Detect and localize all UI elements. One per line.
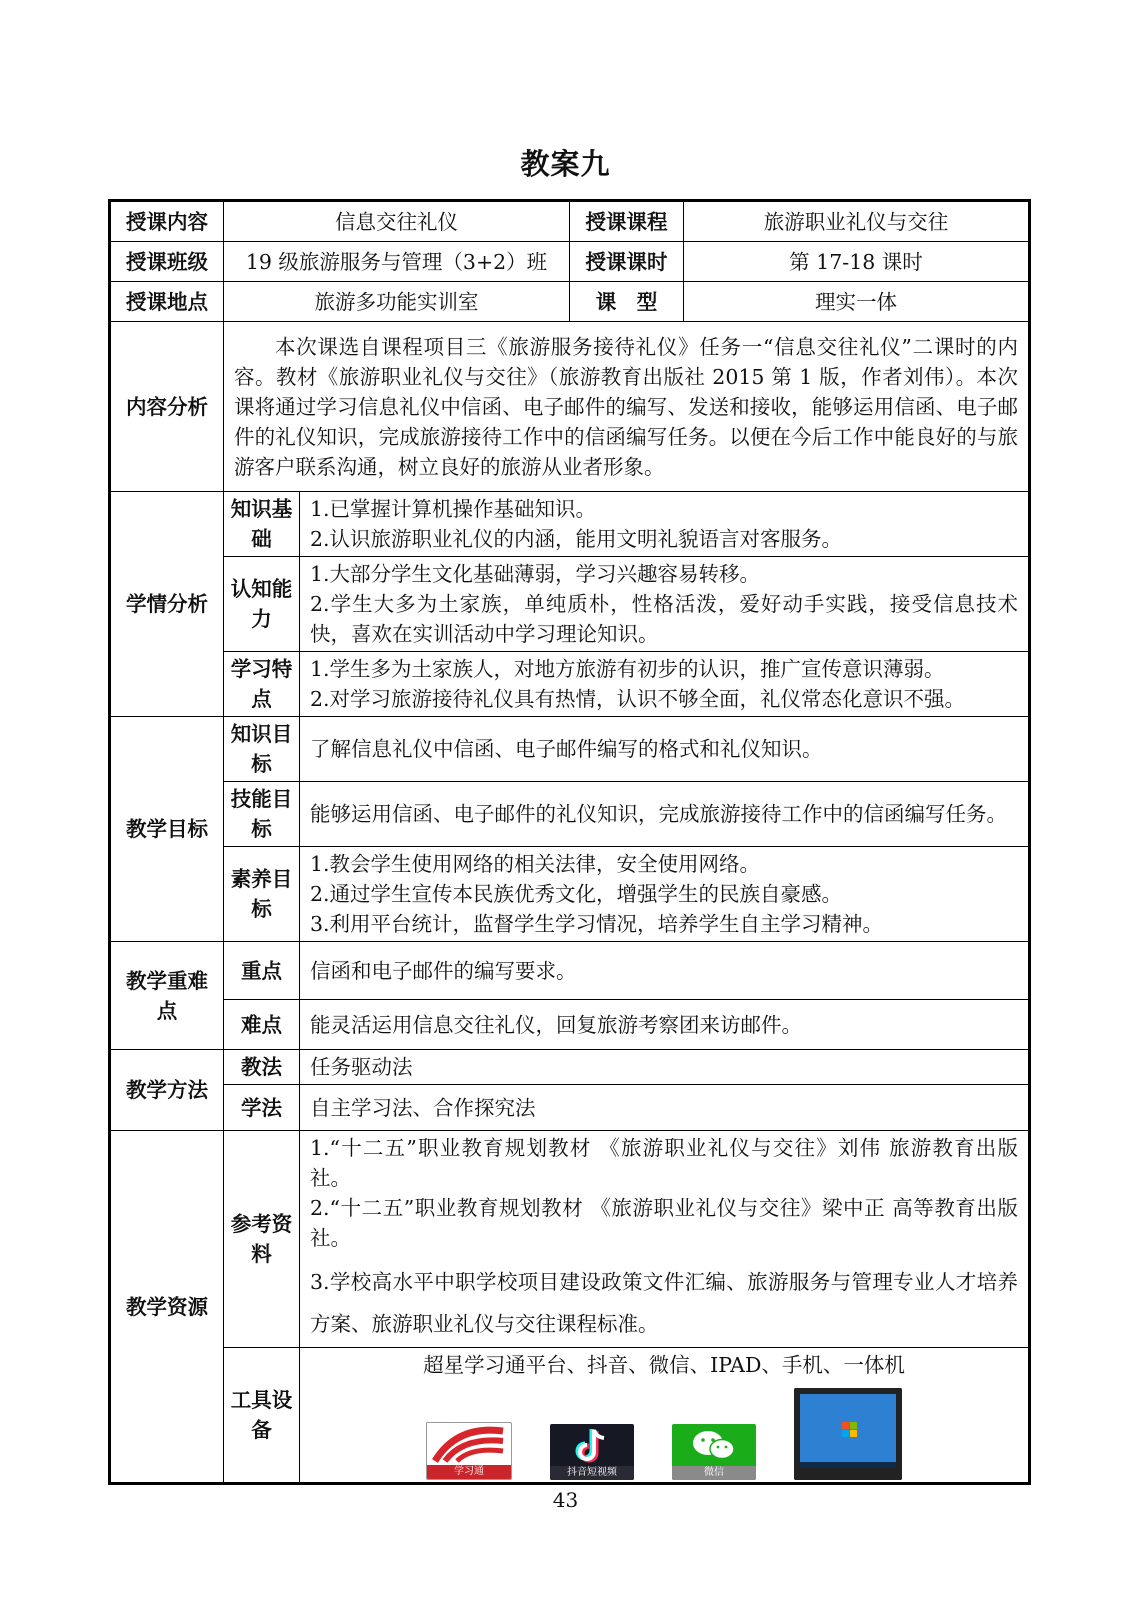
traits-line: 1.学生多为土家族人，对地方旅游有初步的认识，推广宣传意识薄弱。 — [310, 657, 945, 681]
label-cognitive-ability: 认知能力 — [224, 557, 300, 652]
label-class: 授课班级 — [110, 242, 224, 282]
label-content-analysis: 内容分析 — [110, 322, 224, 492]
label-learning-traits: 学习特点 — [224, 652, 300, 717]
wechat-icon — [672, 1424, 756, 1480]
teach-method-text: 任务驱动法 — [300, 1050, 1030, 1085]
table-row — [110, 1348, 1030, 1484]
label-skill-goal: 技能目标 — [224, 782, 300, 847]
table-row — [110, 717, 1030, 782]
cognitive-line: 2.学生大多为土家族，单纯质朴，性格活泼，爱好动手实践，接受信息技术快，喜欢在实训活动中学习理论知识。 — [310, 592, 1018, 646]
page-title: 教案九 — [520, 147, 611, 181]
knowledge-base-text — [300, 492, 1030, 557]
label-quality-goal: 素养目标 — [224, 847, 300, 942]
label-teach-method: 教法 — [224, 1050, 300, 1085]
table-row — [110, 847, 1030, 942]
table-row — [110, 652, 1030, 717]
cognitive-ability-text — [300, 557, 1030, 652]
douyin-icon — [550, 1424, 634, 1480]
table-row — [110, 1085, 1030, 1131]
label-teaching-resources: 教学资源 — [110, 1131, 224, 1484]
content-analysis-text: 本次课选自课程项目三《旅游服务接待礼仪》任务一“信息交往礼仪”二课时的内容。教材《旅游职业礼仪与交往》（旅游教育出版社 2015 第 1 版，作者刘伟）。本次课将通过学习信息礼仪中信函、电子邮件的编写、发送和接收，能够运用信函、电子邮件的礼仪知识，完成旅游接待工作中的信函编写任务。以便在今后工作中能良好的与旅游客户联系沟通，树立良好的旅游从业者形象。 — [224, 322, 1030, 492]
difficult-point-text: 能灵活运用信息交往礼仪，回复旅游考察团来访邮件。 — [300, 1000, 1030, 1050]
label-course-content: 授课内容 — [110, 201, 224, 242]
label-hours: 授课课时 — [570, 242, 684, 282]
label-difficult-point: 难点 — [224, 1000, 300, 1050]
table-row — [110, 322, 1030, 492]
course-content-value: 信息交往礼仪 — [224, 201, 570, 242]
table-row — [110, 201, 1030, 242]
quality-goal-text — [300, 847, 1030, 942]
label-lesson-type: 课 型 — [570, 282, 684, 322]
label-teaching-goals: 教学目标 — [110, 717, 224, 942]
label-tools: 工具设备 — [224, 1348, 300, 1484]
table-row — [110, 942, 1030, 1000]
lesson-type-value: 理实一体 — [684, 282, 1030, 322]
cognitive-line: 1.大部分学生文化基础薄弱，学习兴趣容易转移。 — [310, 562, 761, 586]
class-value: 19 级旅游服务与管理（3+2）班 — [224, 242, 570, 282]
quality-line: 2.通过学生宣传本民族优秀文化，增强学生的民族自豪感。 — [310, 882, 843, 906]
label-learner-analysis: 学情分析 — [110, 492, 224, 717]
reference-line: 2.“十二五”职业教育规划教材 《旅游职业礼仪与交往》梁中正 高等教育出版社。 — [310, 1196, 1018, 1250]
xuexitong-icon — [426, 1422, 512, 1480]
label-learn-method: 学法 — [224, 1085, 300, 1131]
references-text — [300, 1131, 1030, 1348]
key-point-text: 信函和电子邮件的编写要求。 — [300, 942, 1030, 1000]
table-row — [110, 782, 1030, 847]
table-row — [110, 1131, 1030, 1348]
hours-value: 第 17-18 课时 — [684, 242, 1030, 282]
skill-goal-text: 能够运用信函、电子邮件的礼仪知识，完成旅游接待工作中的信函编写任务。 — [300, 782, 1030, 847]
label-course-name: 授课课程 — [570, 201, 684, 242]
label-knowledge-goal: 知识目标 — [224, 717, 300, 782]
xuexitong-caption: 学习通 — [427, 1465, 511, 1479]
label-knowledge-base: 知识基础 — [224, 492, 300, 557]
tools-cell — [300, 1348, 1030, 1484]
lesson-plan-table — [108, 199, 1031, 1485]
knowledge-base-line: 1.已掌握计算机操作基础知识。 — [310, 497, 597, 521]
page-number: 43 — [552, 1488, 579, 1512]
tool-icons — [310, 1388, 1018, 1480]
quality-line: 1.教会学生使用网络的相关法律，安全使用网络。 — [310, 852, 761, 876]
knowledge-goal-text: 了解信息礼仪中信函、电子邮件编写的格式和礼仪知识。 — [300, 717, 1030, 782]
label-location: 授课地点 — [110, 282, 224, 322]
monitor-icon — [794, 1388, 902, 1480]
quality-line: 3.利用平台统计，监督学生学习情况，培养学生自主学习精神。 — [310, 912, 884, 936]
label-key-point: 重点 — [224, 942, 300, 1000]
table-row — [110, 282, 1030, 322]
table-row — [110, 1050, 1030, 1085]
knowledge-base-line: 2.认识旅游职业礼仪的内涵，能用文明礼貌语言对客服务。 — [310, 527, 843, 551]
table-row — [110, 557, 1030, 652]
douyin-caption: 抖音短视频 — [550, 1466, 634, 1480]
label-references: 参考资料 — [224, 1131, 300, 1348]
table-row — [110, 242, 1030, 282]
label-key-difficult: 教学重难点 — [110, 942, 224, 1050]
learn-method-text: 自主学习法、合作探究法 — [300, 1085, 1030, 1131]
learning-traits-text — [300, 652, 1030, 717]
location-value: 旅游多功能实训室 — [224, 282, 570, 322]
label-teaching-methods: 教学方法 — [110, 1050, 224, 1131]
tools-text: 超星学习通平台、抖音、微信、IPAD、手机、一体机 — [423, 1353, 905, 1377]
wechat-caption: 微信 — [672, 1466, 756, 1480]
reference-line: 3.学校高水平中职学校项目建设政策文件汇编、旅游服务与管理专业人才培养方案、旅游职业礼仪与交往课程标准。 — [310, 1270, 1018, 1336]
course-name-value: 旅游职业礼仪与交往 — [684, 201, 1030, 242]
traits-line: 2.对学习旅游接待礼仪具有热情，认识不够全面，礼仪常态化意识不强。 — [310, 687, 966, 711]
reference-line: 1.“十二五”职业教育规划教材 《旅游职业礼仪与交往》刘伟 旅游教育出版社。 — [310, 1136, 1018, 1190]
table-row — [110, 492, 1030, 557]
table-row — [110, 1000, 1030, 1050]
